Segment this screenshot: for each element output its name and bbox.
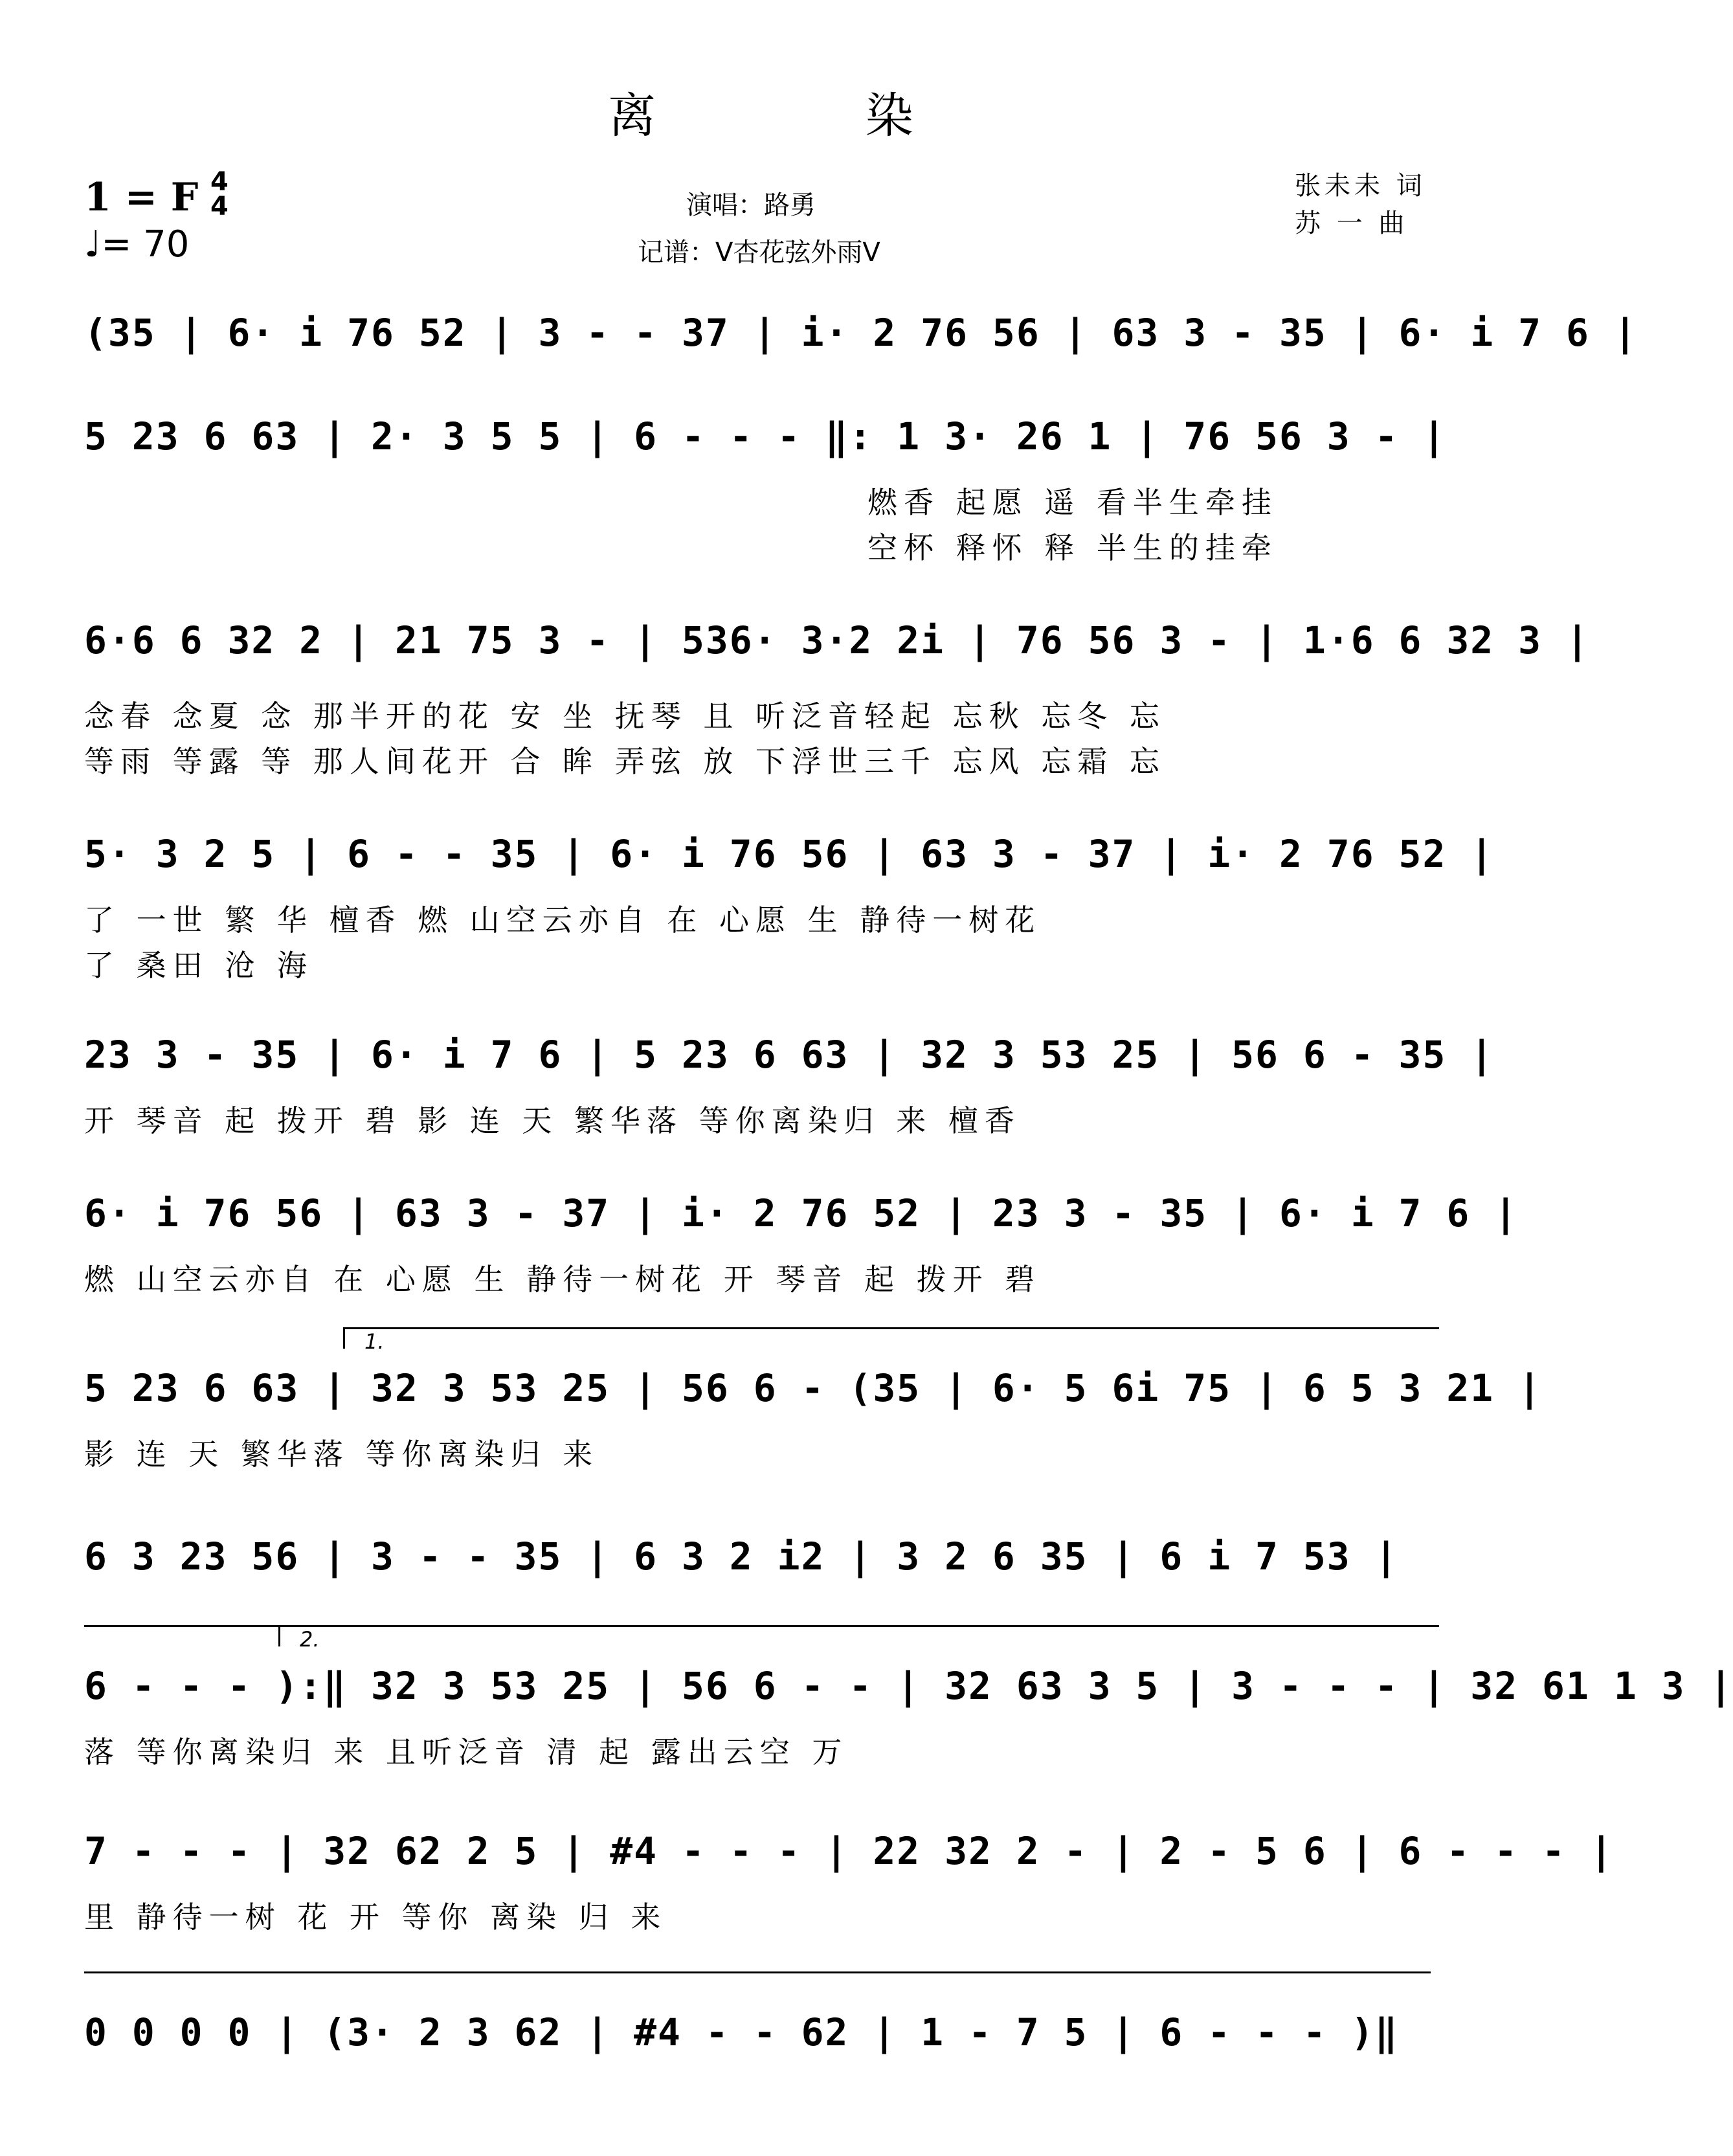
notation-line: 6 - - - ):‖ 32 3 53 25 | 56 6 - - | 32 63 3 5 | 3 - - - | 32 61 1 3 | — [84, 1664, 1733, 1708]
notation-line: 5 23 6 63 | 32 3 53 25 | 56 6 - (35 | 6· 5 6i 75 | 6 5 3 21 | — [84, 1366, 1543, 1410]
volta-end-line — [84, 1971, 1431, 1973]
volta-label: 2. — [300, 1627, 320, 1652]
key-signature: 1 = F — [84, 175, 199, 220]
volta-bracket-1 — [343, 1327, 1439, 1354]
volta-label: 1. — [364, 1329, 385, 1354]
time-signature — [210, 167, 229, 221]
notation-line: 6· i 76 56 | 63 3 - 37 | i· 2 76 52 | 23 3 - 35 | 6· i 7 6 | — [84, 1191, 1519, 1235]
notation-line: 6 3 23 56 | 3 - - 35 | 6 3 2 i2 | 3 2 6 35 | 6 i 7 53 | — [84, 1534, 1399, 1578]
song-title: 离 染 — [608, 88, 1011, 144]
lyric-verse-1: 燃香 起愿 遥 看半生牵挂 — [867, 485, 1278, 520]
notation-line: 0 0 0 0 | (3· 2 3 62 | #4 - - 62 | 1 - 7 5 | 6 - - - )‖ — [84, 2010, 1399, 2054]
lyric-verse-2: 空杯 释怀 释 半生的挂牵 — [867, 530, 1278, 565]
lyric-verse-1: 念春 念夏 念 那半开的花 安 坐 抚琴 且 听泛音轻起 忘秋 忘冬 忘 — [84, 699, 1166, 734]
notation-line: 6·6 6 32 2 | 21 75 3 - | 536· 3·2 2i | 76 56 3 - | 1·6 6 32 3 | — [84, 618, 1590, 662]
volta-end-line — [84, 1625, 278, 1627]
lyric-verse-1: 里 静待一树 花 开 等你 离染 归 来 — [84, 1900, 667, 1935]
notation-line: 5 23 6 63 | 2· 3 5 5 | 6 - - - ‖: 1 3· 26 1 | 76 56 3 - | — [84, 414, 1447, 458]
lyricist-credit: 张未未 词 — [1295, 171, 1426, 201]
meter-top: 4 — [210, 167, 229, 197]
meter-bottom: 4 — [210, 192, 229, 221]
lyric-verse-2: 了 桑田 沧 海 — [84, 948, 313, 983]
volta-bracket-2 — [278, 1625, 1439, 1652]
notation-line: 23 3 - 35 | 6· i 7 6 | 5 23 6 63 | 32 3 53 25 | 56 6 - 35 | — [84, 1033, 1495, 1077]
lyric-verse-1: 落 等你离染归 来 且听泛音 清 起 露出云空 万 — [84, 1735, 849, 1769]
singer-credit: 演唱：路勇 — [686, 190, 816, 220]
transcriber-credit: 记谱：V杏花弦外雨V — [638, 238, 880, 267]
notation-line: 5· 3 2 5 | 6 - - 35 | 6· i 76 56 | 63 3 - 37 | i· 2 76 52 | — [84, 832, 1495, 876]
notation-line: (35 | 6· i 76 52 | 3 - - 37 | i· 2 76 56 | 63 3 - 35 | 6· i 7 6 | — [84, 311, 1638, 355]
lyric-verse-1: 开 琴音 起 拨开 碧 影 连 天 繁华落 等你离染归 来 檀香 — [84, 1103, 1021, 1138]
lyric-verse-1: 燃 山空云亦自 在 心愿 生 静待一树花 开 琴音 起 拨开 碧 — [84, 1262, 1042, 1297]
lyric-verse-1: 了 一世 繁 华 檀香 燃 山空云亦自 在 心愿 生 静待一树花 — [84, 903, 1042, 938]
lyric-verse-2: 等雨 等露 等 那人间花开 合 眸 弄弦 放 下浮世三千 忘风 忘霜 忘 — [84, 744, 1166, 779]
tempo-marking: ♩= 70 — [84, 223, 190, 265]
notation-line: 7 - - - | 32 62 2 5 | #4 - - - | 22 32 2 - | 2 - 5 6 | 6 - - - | — [84, 1829, 1614, 1873]
lyric-verse-1: 影 连 天 繁华落 等你离染归 来 — [84, 1437, 599, 1472]
composer-credit: 苏 一 曲 — [1295, 208, 1409, 238]
author-credits — [1295, 167, 1426, 242]
